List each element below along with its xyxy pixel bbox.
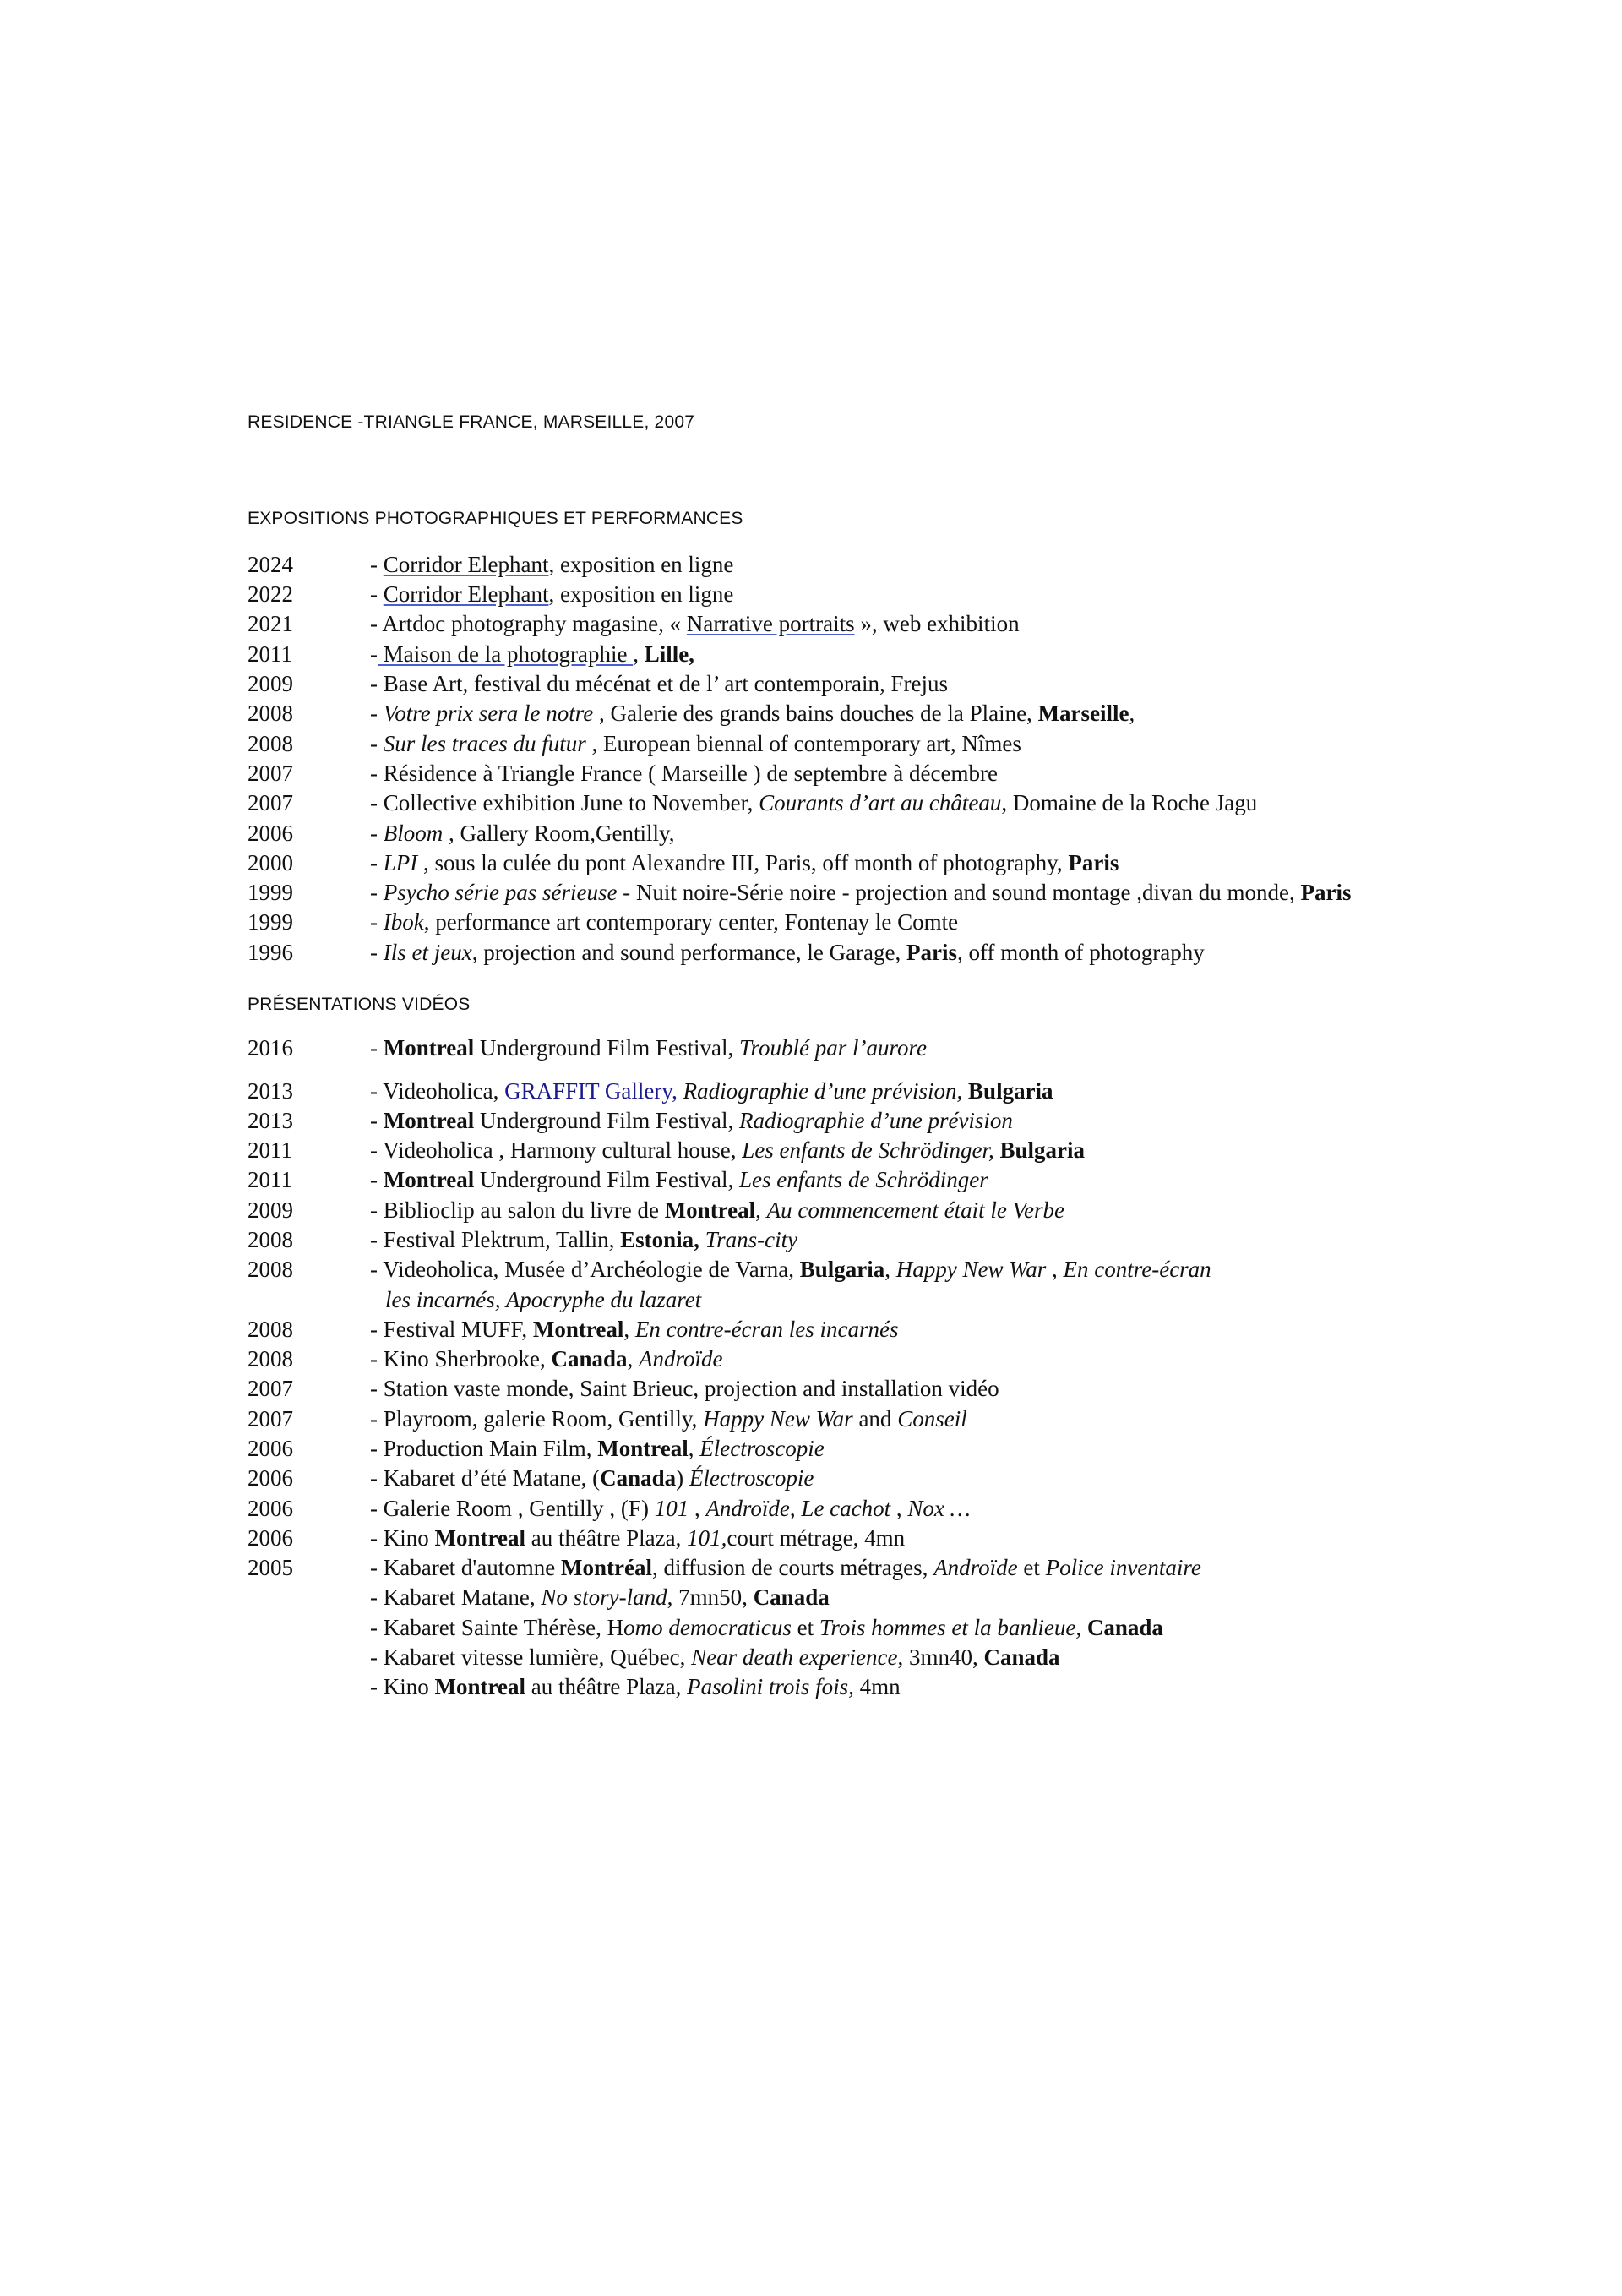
entry-year: 2024 (248, 552, 293, 577)
entry-description (370, 1612, 1163, 1643)
entry-text-segment: , 7mn50, (667, 1584, 754, 1610)
entry-description (370, 1672, 901, 1702)
entry-description (370, 818, 674, 848)
entry-text-segment: - (370, 731, 384, 756)
entry-text-segment: Police inventaire (1045, 1555, 1201, 1580)
entry-text-segment: Radiographie d’une prévision, (683, 1078, 963, 1104)
entry-text-segment (699, 1227, 705, 1252)
entry-text-segment: Underground Film Festival, (474, 1108, 739, 1133)
entry-text-segment: - (370, 940, 384, 965)
entry-text-segment: Marseille (1037, 701, 1129, 726)
entry-text-segment: Trans-city (705, 1227, 798, 1252)
entry-text-segment: omo democraticus (623, 1615, 792, 1640)
entry-text-segment: Androïde (705, 1496, 790, 1521)
entry-description (370, 1195, 1064, 1225)
entry-year: 2007 (248, 790, 293, 815)
entry-description (370, 788, 1257, 818)
entry-text-segment: les incarnés, Apocryphe du lazaret (385, 1287, 702, 1312)
entry-year: 2008 (248, 701, 293, 726)
entry-text-segment: - Kino (370, 1674, 435, 1699)
entry-description (370, 1076, 1053, 1106)
entry-year: 2022 (248, 581, 293, 607)
entry-year: 2005 (248, 1555, 293, 1580)
entry-description (370, 848, 1119, 878)
entry-text-segment: Au commencement était le Verbe (766, 1197, 1065, 1223)
entry-description (370, 639, 694, 669)
entry-text-segment: - Kabaret vitesse lumière, Québec, (370, 1644, 692, 1670)
entry-description-continuation (385, 1284, 701, 1315)
expositions-heading: EXPOSITIONS PHOTOGRAPHIQUES ET PERFORMANCES (248, 509, 743, 528)
entry-text-segment: , exposition en ligne (548, 581, 734, 607)
entry-year: 2006 (248, 1525, 293, 1551)
entry-text-segment: au théâtre Plaza, (525, 1674, 688, 1699)
entry-text-segment: , (633, 641, 645, 667)
entry-text-segment: Montreal (383, 1167, 475, 1192)
entry-year: 2021 (248, 611, 293, 636)
entry-year: 2011 (248, 1137, 292, 1163)
entry-text-segment: Ils et jeux (383, 940, 472, 965)
entry-text-segment: Bloom (383, 821, 444, 846)
entry-text-segment: au théâtre Plaza, (525, 1525, 688, 1551)
entry-text-segment: Nox … (907, 1496, 971, 1521)
entry-text-segment: Montreal (664, 1197, 756, 1223)
entry-text-segment: - Résidence à Triangle France ( Marseille ) de septembre à décembre (370, 761, 998, 786)
entry-description (370, 1523, 905, 1553)
entry-text-segment: , (689, 1496, 706, 1521)
entry-description (370, 1314, 899, 1344)
entry-description (370, 1105, 1013, 1136)
entry-text-segment: et (1017, 1555, 1046, 1580)
entry-text-segment: - Kabaret Matane, (370, 1584, 542, 1610)
entry-text-segment: Courants d’art au château (759, 790, 1002, 815)
entry-text-segment: Bulgaria (799, 1257, 885, 1282)
entry-description (370, 668, 948, 699)
entry-text-segment: - Kabaret d’été Matane, ( (370, 1465, 601, 1491)
entry-text-segment: - Base Art, festival du mécénat et de l’ art contemporain, Frejus (370, 671, 949, 696)
entry-text-segment: Les enfants de Schrödinger (738, 1167, 988, 1192)
entry-description (370, 1493, 971, 1524)
entry-text-segment: Canada (551, 1346, 628, 1372)
entry-description (370, 1552, 1201, 1583)
entry-text-segment: Underground Film Festival, (474, 1035, 739, 1061)
entry-text-segment: - (370, 850, 384, 875)
gallery-name: GRAFFIT Gallery, (504, 1078, 678, 1104)
entry-year: 2009 (248, 671, 293, 696)
entry-year: 2008 (248, 1227, 293, 1252)
entry-text-segment: , 4mn (848, 1674, 901, 1699)
entry-year: 2013 (248, 1108, 293, 1133)
entry-text-segment: court métrage, 4mn (727, 1525, 906, 1551)
entry-text-segment: , (755, 1197, 767, 1223)
entry-text-segment (678, 1078, 683, 1104)
entry-text-segment: - Artdoc photography magasine, « (370, 611, 687, 636)
entry-text-segment: Canada (753, 1584, 830, 1610)
entry-year: 2007 (248, 1406, 293, 1432)
entry-text-segment: Bulgaria (999, 1137, 1086, 1163)
entry-text-segment: - Videoholica , Harmony cultural house, (370, 1137, 743, 1163)
entry-text-segment: - Biblioclip au salon du livre de (370, 1197, 665, 1223)
entry-year: 2007 (248, 761, 293, 786)
entry-text-segment: Électroscopie (699, 1436, 825, 1461)
entry-text-segment: - Videoholica, Musée d’Archéologie de Varna, (370, 1257, 800, 1282)
entry-description (370, 758, 998, 788)
entry-text-segment: , projection and sound performance, le Garage, (471, 940, 907, 965)
entry-text-segment: , diffusion de courts métrages, (652, 1555, 934, 1580)
entry-year: 2008 (248, 1346, 293, 1372)
entry-text-segment: En contre-écran (1063, 1257, 1211, 1282)
entry-text-segment: Les enfants de Schrödinger, (742, 1137, 994, 1163)
entry-text-segment: - (370, 701, 384, 726)
entry-text-segment: Ibok (383, 909, 424, 935)
entry-description (370, 937, 1205, 968)
entry-text-segment: Lille, (644, 641, 694, 667)
entry-text-segment: Paris (1300, 880, 1352, 905)
entry-text-segment: Canada (600, 1465, 677, 1491)
entry-text-segment: , (623, 1317, 635, 1342)
entry-text-segment: Trois hommes et la banlieue, (819, 1615, 1082, 1640)
entry-text-segment: , 3mn40, (897, 1644, 984, 1670)
entry-link[interactable]: Corridor Elephant (383, 581, 549, 607)
entry-text-segment: Conseil (897, 1406, 967, 1432)
entry-description (370, 1463, 814, 1493)
entry-text-segment: Sur les traces du futur (383, 731, 586, 756)
entry-year: 2006 (248, 1496, 293, 1521)
entry-text-segment: », web exhibition (854, 611, 1020, 636)
entry-year: 2008 (248, 1257, 293, 1282)
entry-text-segment: , Gallery Room,Gentilly, (443, 821, 675, 846)
entry-text-segment: - Kino (370, 1525, 435, 1551)
entry-description (370, 907, 958, 937)
entry-text-segment: Bulgaria (968, 1078, 1053, 1104)
entry-text-segment: Montreal (532, 1317, 624, 1342)
entry-text-segment: , exposition en ligne (548, 552, 734, 577)
entry-text-segment: Paris (906, 940, 958, 965)
entry-text-segment: Montreal (383, 1035, 475, 1061)
entry-text-segment: Électroscopie (689, 1465, 814, 1491)
entry-text-segment: , Galerie des grands bains douches de la Plaine, (593, 701, 1038, 726)
entry-description (370, 1164, 988, 1195)
entry-description (370, 1404, 967, 1434)
entry-text-segment (1081, 1615, 1087, 1640)
entry-text-segment: , (789, 1496, 802, 1521)
entry-text-segment: , (890, 1496, 908, 1521)
entry-text-segment: , off month of photography (957, 940, 1205, 965)
entry-text-segment: En contre-écran les incarnés (634, 1317, 899, 1342)
entry-text-segment: - (370, 1108, 384, 1133)
entry-description (370, 1373, 999, 1404)
entry-text-segment: Troublé par l’aurore (738, 1035, 927, 1061)
entry-link[interactable]: Narrative portraits (686, 611, 855, 636)
entry-text-segment: Paris (1068, 850, 1119, 875)
entry-text-segment: - (370, 821, 384, 846)
entry-text-segment: Montréal (561, 1555, 652, 1580)
entry-text-segment: - Station vaste monde, Saint Brieuc, projection and installation vidéo (370, 1376, 999, 1401)
entry-text-segment: , (627, 1346, 639, 1372)
entry-text-segment: Canada (1086, 1615, 1163, 1640)
entry-year: 2016 (248, 1035, 293, 1061)
entry-text-segment: - (370, 1167, 384, 1192)
entry-year: 1999 (248, 909, 293, 935)
entry-text-segment: - (370, 552, 384, 577)
entry-text-segment: - Galerie Room , Gentilly , (F) (370, 1496, 655, 1521)
entry-text-segment: - (370, 641, 378, 667)
entry-link[interactable]: Maison de la photographie (378, 641, 634, 667)
entry-text-segment: ) (676, 1465, 689, 1491)
entry-link[interactable]: Corridor Elephant (383, 552, 549, 577)
entry-year: 2008 (248, 1317, 293, 1342)
entry-text-segment: LPI (383, 850, 418, 875)
entry-text-segment: - Festival MUFF, (370, 1317, 533, 1342)
entry-text-segment: , European biennal of contemporary art, Nîmes (585, 731, 1021, 756)
entry-description (370, 549, 733, 580)
entry-year: 2009 (248, 1197, 293, 1223)
entry-text-segment: et (791, 1615, 819, 1640)
entry-text-segment: , (688, 1436, 700, 1461)
entry-year: 2000 (248, 850, 293, 875)
entry-description (370, 698, 1135, 728)
entry-text-segment: , Domaine de la Roche Jagu (1001, 790, 1258, 815)
entry-text-segment: Happy New War (703, 1406, 853, 1432)
entry-description (370, 1344, 722, 1374)
entry-text-segment: Psycho série pas sérieuse - (383, 880, 631, 905)
entry-description (370, 1033, 927, 1063)
entry-year: 2013 (248, 1078, 293, 1104)
entry-text-segment: - Festival Plektrum, Tallin, (370, 1227, 621, 1252)
entry-text-segment: Montreal (597, 1436, 689, 1461)
entry-text-segment: - (370, 909, 384, 935)
entry-text-segment: Pasolini trois fois (687, 1674, 849, 1699)
entry-text-segment: - Kino Sherbrooke, (370, 1346, 552, 1372)
entry-description (370, 877, 1352, 908)
entry-text-segment: Androïde (933, 1555, 1018, 1580)
entry-text-segment: Canada (983, 1644, 1060, 1670)
entry-text-segment: Androïde (639, 1346, 723, 1372)
entry-text-segment: - Production Main Film, (370, 1436, 598, 1461)
entry-year: 2006 (248, 821, 293, 846)
entry-text-segment: , (1129, 701, 1135, 726)
entry-description (370, 1642, 1060, 1672)
entry-text-segment: - (370, 581, 384, 607)
entry-text-segment: - Kabaret d'automne (370, 1555, 562, 1580)
entry-description (370, 579, 733, 609)
entry-description (370, 1433, 825, 1464)
entry-description (370, 1254, 1211, 1284)
entry-text-segment: Estonia, (620, 1227, 699, 1252)
entry-text-segment: , (884, 1257, 896, 1282)
entry-text-segment: Montreal (383, 1108, 475, 1133)
entry-text-segment: Le cachot (801, 1496, 891, 1521)
entry-text-segment (994, 1137, 1000, 1163)
entry-text-segment: 101, (687, 1525, 727, 1551)
entry-text-segment: , sous la culée du pont Alexandre III, Paris, off month of photography, (417, 850, 1069, 875)
entry-text-segment: Montreal (434, 1525, 525, 1551)
entry-text-segment: Underground Film Festival, (474, 1167, 739, 1192)
entry-text-segment: - (370, 880, 384, 905)
entry-description (370, 1224, 797, 1255)
entry-text-segment: - (370, 1035, 384, 1061)
entry-text-segment: Montreal (434, 1674, 525, 1699)
entry-year: 2008 (248, 731, 293, 756)
entry-text-segment: Near death experience (691, 1644, 898, 1670)
entry-year: 1999 (248, 880, 293, 905)
entry-year: 2011 (248, 641, 292, 667)
videos-heading: PRÉSENTATIONS VIDÉOS (248, 995, 471, 1014)
entry-text-segment: No story-land (541, 1584, 667, 1610)
entry-text-segment: - Videoholica, (370, 1078, 505, 1104)
entry-year: 2006 (248, 1436, 293, 1461)
entry-text-segment: Votre prix sera le notre (383, 701, 594, 726)
entry-text-segment: - Collective exhibition June to November, (370, 790, 759, 815)
entry-year: 1996 (248, 940, 293, 965)
residence-heading: RESIDENCE -TRIANGLE FRANCE, MARSEILLE, 2007 (248, 412, 695, 432)
entry-description (370, 728, 1021, 759)
entry-year: 2011 (248, 1167, 292, 1192)
entry-year: 2006 (248, 1465, 293, 1491)
entry-text-segment: Nuit noire-Série noire - projection and sound montage ,divan du monde, (630, 880, 1301, 905)
entry-description (370, 1135, 1085, 1165)
entry-year: 2007 (248, 1376, 293, 1401)
entry-text-segment: , (1046, 1257, 1064, 1282)
entry-text-segment: - Playroom, galerie Room, Gentilly, (370, 1406, 704, 1432)
entry-text-segment: Happy New War (895, 1257, 1047, 1282)
entry-text-segment: Radiographie d’une prévision (738, 1108, 1013, 1133)
entry-description (370, 608, 1020, 639)
entry-description (370, 1582, 830, 1612)
entry-text-segment: 101 (654, 1496, 689, 1521)
entry-text-segment: - Kabaret Sainte Thérèse, H (370, 1615, 624, 1640)
entry-text-segment: and (852, 1406, 898, 1432)
entry-text-segment: , performance art contemporary center, Fontenay le Comte (423, 909, 959, 935)
